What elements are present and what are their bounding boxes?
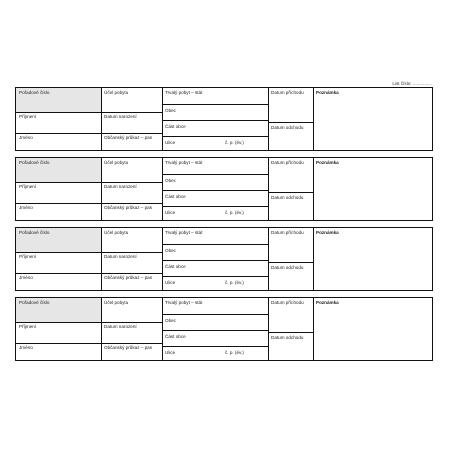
- grid-divider: [101, 88, 102, 150]
- stay-purpose-cell[interactable]: [101, 228, 162, 252]
- note-label: Poznámka: [316, 230, 339, 235]
- order-number-label: Pořadové číslo: [19, 160, 50, 165]
- id-document-label: Občanský průkaz – pas: [104, 135, 153, 140]
- grid-divider: [268, 192, 313, 193]
- note-cell[interactable]: [313, 228, 432, 290]
- id-document-cell[interactable]: [101, 343, 162, 362]
- note-label: Poznámka: [316, 300, 339, 305]
- first-name-label: Jméno: [19, 345, 33, 350]
- grid-divider: [313, 298, 314, 360]
- guest-record-block: [15, 297, 433, 361]
- departure-date-cell[interactable]: [268, 262, 313, 292]
- birth-date-cell[interactable]: [101, 112, 162, 133]
- grid-divider: [162, 260, 268, 261]
- grid-divider: [162, 244, 268, 245]
- surname-cell[interactable]: [16, 112, 101, 133]
- id-document-cell[interactable]: [101, 273, 162, 292]
- stay-purpose-label: Účel pobytu: [104, 230, 129, 235]
- departure-date-cell[interactable]: [268, 332, 313, 362]
- stay-purpose-cell[interactable]: [101, 158, 162, 182]
- departure-date-label: Datum odchodu: [271, 125, 304, 130]
- birth-date-label: Datum narození: [104, 324, 137, 329]
- grid-divider: [16, 182, 162, 183]
- street-cell[interactable]: [162, 346, 268, 362]
- municipality-label: Obec: [165, 248, 176, 253]
- permanent-residence-cell[interactable]: [162, 88, 268, 104]
- arrival-date-label: Datum příchodu: [271, 160, 304, 165]
- street-label: Ulice: [165, 140, 176, 145]
- birth-date-cell[interactable]: [101, 182, 162, 203]
- first-name-label: Jméno: [19, 205, 33, 210]
- municipality-part-label: Část obce: [165, 194, 186, 199]
- grid-divider: [16, 112, 162, 113]
- grid-divider: [101, 298, 102, 360]
- house-number-label: č. p. (év.): [225, 210, 244, 215]
- note-cell[interactable]: [313, 158, 432, 220]
- street-cell[interactable]: [162, 136, 268, 152]
- permanent-residence-cell[interactable]: [162, 228, 268, 244]
- grid-divider: [162, 206, 268, 207]
- arrival-date-label: Datum příchodu: [271, 230, 304, 235]
- municipality-part-label: Část obce: [165, 124, 186, 129]
- grid-divider: [16, 343, 162, 344]
- id-document-label: Občanský průkaz – pas: [104, 205, 153, 210]
- grid-divider: [313, 88, 314, 150]
- surname-label: Příjmení: [19, 324, 37, 329]
- grid-divider: [162, 314, 268, 315]
- birth-date-cell[interactable]: [101, 322, 162, 343]
- birth-date-label: Datum narození: [104, 254, 137, 259]
- municipality-part-label: Část obce: [165, 334, 186, 339]
- street-label: Ulice: [165, 280, 176, 285]
- house-number-label: č. p. (év.): [225, 140, 244, 145]
- grid-divider: [162, 330, 268, 331]
- street-label: Ulice: [165, 350, 176, 355]
- municipality-part-cell[interactable]: [162, 330, 268, 346]
- first-name-label: Jméno: [19, 275, 33, 280]
- grid-divider: [162, 104, 268, 105]
- grid-divider: [162, 136, 268, 137]
- order-number-cell[interactable]: [16, 228, 101, 252]
- grid-divider: [268, 228, 269, 290]
- grid-divider: [16, 322, 162, 323]
- guest-record-block: [15, 87, 433, 151]
- permanent-residence-cell[interactable]: [162, 158, 268, 174]
- grid-divider: [162, 88, 163, 150]
- municipality-label: Obec: [165, 178, 176, 183]
- surname-label: Příjmení: [19, 114, 37, 119]
- surname-label: Příjmení: [19, 184, 37, 189]
- grid-divider: [16, 203, 162, 204]
- first-name-cell[interactable]: [16, 273, 101, 292]
- street-cell[interactable]: [162, 206, 268, 222]
- municipality-part-label: Část obce: [165, 264, 186, 269]
- permanent-residence-label: Trvalý pobyt – stát: [165, 160, 203, 165]
- municipality-cell[interactable]: [162, 244, 268, 260]
- grid-divider: [162, 174, 268, 175]
- arrival-date-cell[interactable]: [268, 228, 313, 262]
- grid-divider: [162, 190, 268, 191]
- first-name-cell[interactable]: [16, 133, 101, 152]
- permanent-residence-label: Trvalý pobyt – stát: [165, 90, 203, 95]
- permanent-residence-label: Trvalý pobyt – stát: [165, 300, 203, 305]
- grid-divider: [268, 332, 313, 333]
- grid-divider: [101, 228, 102, 290]
- grid-divider: [268, 298, 269, 360]
- id-document-cell[interactable]: [101, 133, 162, 152]
- grid-divider: [313, 158, 314, 220]
- guest-record-block: [15, 157, 433, 221]
- birth-date-cell[interactable]: [101, 252, 162, 273]
- stay-purpose-label: Účel pobytu: [104, 90, 129, 95]
- note-label: Poznámka: [316, 90, 339, 95]
- municipality-part-cell[interactable]: [162, 190, 268, 206]
- first-name-cell[interactable]: [16, 203, 101, 222]
- surname-cell[interactable]: [16, 252, 101, 273]
- surname-cell[interactable]: [16, 182, 101, 203]
- arrival-date-cell[interactable]: [268, 298, 313, 332]
- grid-divider: [16, 252, 162, 253]
- house-number-label: č. p. (év.): [225, 280, 244, 285]
- order-number-label: Pořadové číslo: [19, 300, 50, 305]
- surname-label: Příjmení: [19, 254, 37, 259]
- permanent-residence-cell[interactable]: [162, 298, 268, 314]
- grid-divider: [16, 273, 162, 274]
- note-cell[interactable]: [313, 88, 432, 150]
- departure-date-label: Datum odchodu: [271, 265, 304, 270]
- departure-date-cell[interactable]: [268, 122, 313, 152]
- arrival-date-cell[interactable]: [268, 158, 313, 192]
- grid-divider: [162, 120, 268, 121]
- order-number-cell[interactable]: [16, 158, 101, 182]
- municipality-part-cell[interactable]: [162, 260, 268, 276]
- grid-divider: [162, 276, 268, 277]
- grid-divider: [268, 262, 313, 263]
- grid-divider: [162, 298, 163, 360]
- municipality-cell[interactable]: [162, 314, 268, 330]
- departure-date-label: Datum odchodu: [271, 335, 304, 340]
- birth-date-label: Datum narození: [104, 184, 137, 189]
- grid-divider: [16, 133, 162, 134]
- order-number-label: Pořadové číslo: [19, 230, 50, 235]
- arrival-date-label: Datum příchodu: [271, 300, 304, 305]
- guest-record-block: [15, 227, 433, 291]
- grid-divider: [162, 346, 268, 347]
- note-label: Poznámka: [316, 160, 339, 165]
- stay-purpose-cell[interactable]: [101, 88, 162, 112]
- grid-divider: [162, 228, 163, 290]
- id-document-label: Občanský průkaz – pas: [104, 275, 153, 280]
- municipality-part-cell[interactable]: [162, 120, 268, 136]
- order-number-label: Pořadové číslo: [19, 90, 50, 95]
- municipality-label: Obec: [165, 108, 176, 113]
- surname-cell[interactable]: [16, 322, 101, 343]
- grid-divider: [162, 158, 163, 220]
- id-document-label: Občanský průkaz – pas: [104, 345, 153, 350]
- street-cell[interactable]: [162, 276, 268, 292]
- order-number-cell[interactable]: [16, 298, 101, 322]
- arrival-date-label: Datum příchodu: [271, 90, 304, 95]
- municipality-cell[interactable]: [162, 174, 268, 190]
- first-name-cell[interactable]: [16, 343, 101, 362]
- grid-divider: [313, 228, 314, 290]
- departure-date-cell[interactable]: [268, 192, 313, 222]
- arrival-date-cell[interactable]: [268, 88, 313, 122]
- sheet-number-label: List číslo: ...............: [392, 81, 432, 86]
- street-label: Ulice: [165, 210, 176, 215]
- first-name-label: Jméno: [19, 135, 33, 140]
- grid-divider: [268, 122, 313, 123]
- note-cell[interactable]: [313, 298, 432, 360]
- grid-divider: [101, 158, 102, 220]
- grid-divider: [268, 158, 269, 220]
- order-number-cell[interactable]: [16, 88, 101, 112]
- birth-date-label: Datum narození: [104, 114, 137, 119]
- house-number-label: č. p. (év.): [225, 350, 244, 355]
- municipality-cell[interactable]: [162, 104, 268, 120]
- departure-date-label: Datum odchodu: [271, 195, 304, 200]
- stay-purpose-cell[interactable]: [101, 298, 162, 322]
- id-document-cell[interactable]: [101, 203, 162, 222]
- permanent-residence-label: Trvalý pobyt – stát: [165, 230, 203, 235]
- stay-purpose-label: Účel pobytu: [104, 160, 129, 165]
- grid-divider: [268, 88, 269, 150]
- stay-purpose-label: Účel pobytu: [104, 300, 129, 305]
- municipality-label: Obec: [165, 318, 176, 323]
